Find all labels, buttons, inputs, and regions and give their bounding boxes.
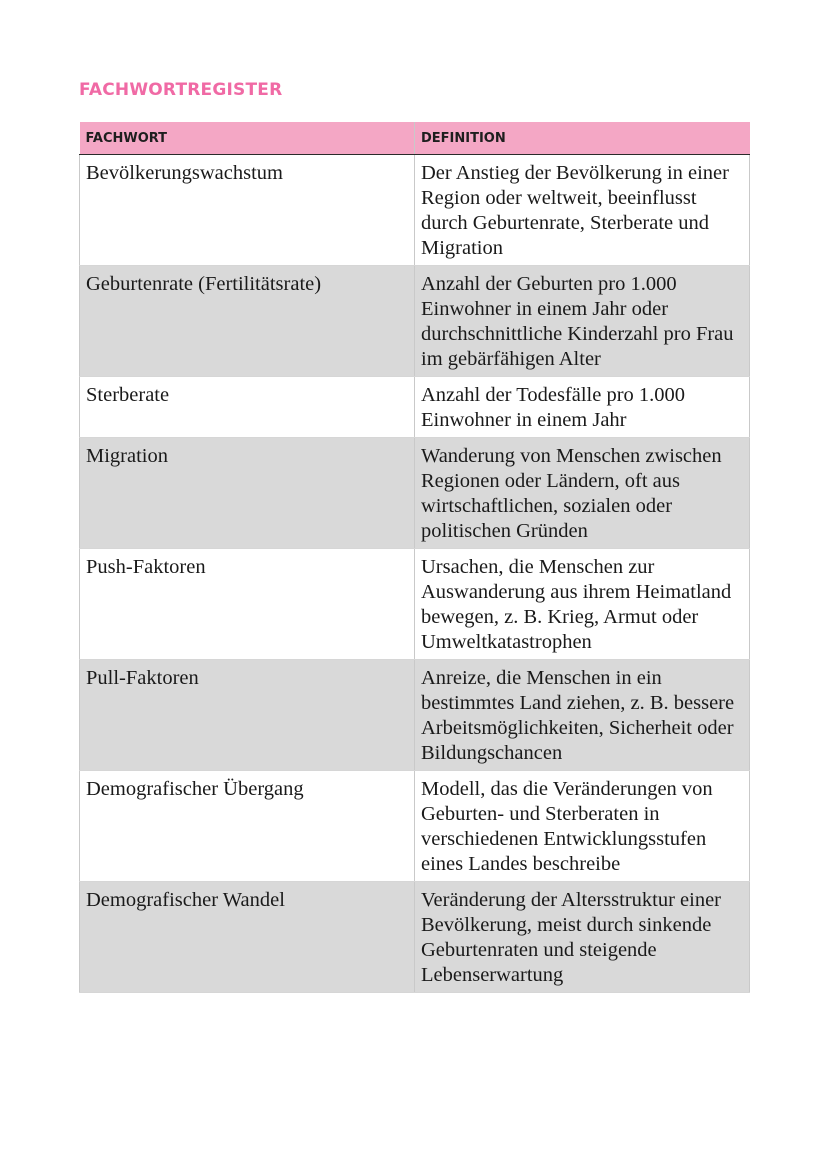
definition-cell: Ursachen, die Menschen zur Auswanderung aus ihrem Heimatland bewegen, z. B. Krieg, Armut oder Umweltkatastrophen	[415, 549, 750, 660]
definition-cell: Der Anstieg der Bevölkerung in einer Region oder weltweit, beeinflusst durch Geburtenrate, Sterberate und Migration	[415, 155, 750, 266]
term-cell: Migration	[80, 438, 415, 549]
page-title: FACHWORTREGISTER	[79, 80, 283, 100]
table-row	[80, 155, 750, 266]
table-row	[80, 549, 750, 660]
table-row	[80, 266, 750, 377]
term-cell: Bevölkerungswachstum	[80, 155, 415, 266]
table-row	[80, 882, 750, 993]
definition-cell: Anzahl der Geburten pro 1.000 Einwohner in einem Jahr oder durchschnittliche Kinderzahl pro Frau im gebärfähigen Alter	[415, 266, 750, 377]
definition-cell: Modell, das die Veränderungen von Geburten- und Sterberaten in verschiedenen Entwicklungsstufen eines Landes beschreibe	[415, 771, 750, 882]
column-header-term: FACHWORT	[80, 122, 415, 155]
term-cell: Sterberate	[80, 377, 415, 438]
definition-cell: Anzahl der Todesfälle pro 1.000 Einwohner in einem Jahr	[415, 377, 750, 438]
glossary-table	[79, 122, 750, 993]
table-row	[80, 438, 750, 549]
table-row	[80, 660, 750, 771]
definition-cell: Anreize, die Menschen in ein bestimmtes Land ziehen, z. B. bessere Arbeitsmöglichkeiten, Sicherheit oder Bildungschancen	[415, 660, 750, 771]
table-row	[80, 771, 750, 882]
term-cell: Pull-Faktoren	[80, 660, 415, 771]
term-cell: Geburtenrate (Fertilitätsrate)	[80, 266, 415, 377]
definition-cell: Veränderung der Altersstruktur einer Bevölkerung, meist durch sinkende Geburtenraten und steigende Lebenserwartung	[415, 882, 750, 993]
term-cell: Push-Faktoren	[80, 549, 415, 660]
term-cell: Demografischer Wandel	[80, 882, 415, 993]
table-header-row	[80, 122, 750, 155]
table-row	[80, 377, 750, 438]
column-header-definition: DEFINITION	[415, 122, 750, 155]
term-cell: Demografischer Übergang	[80, 771, 415, 882]
definition-cell: Wanderung von Menschen zwischen Regionen oder Ländern, oft aus wirtschaftlichen, sozialen oder politischen Gründen	[415, 438, 750, 549]
